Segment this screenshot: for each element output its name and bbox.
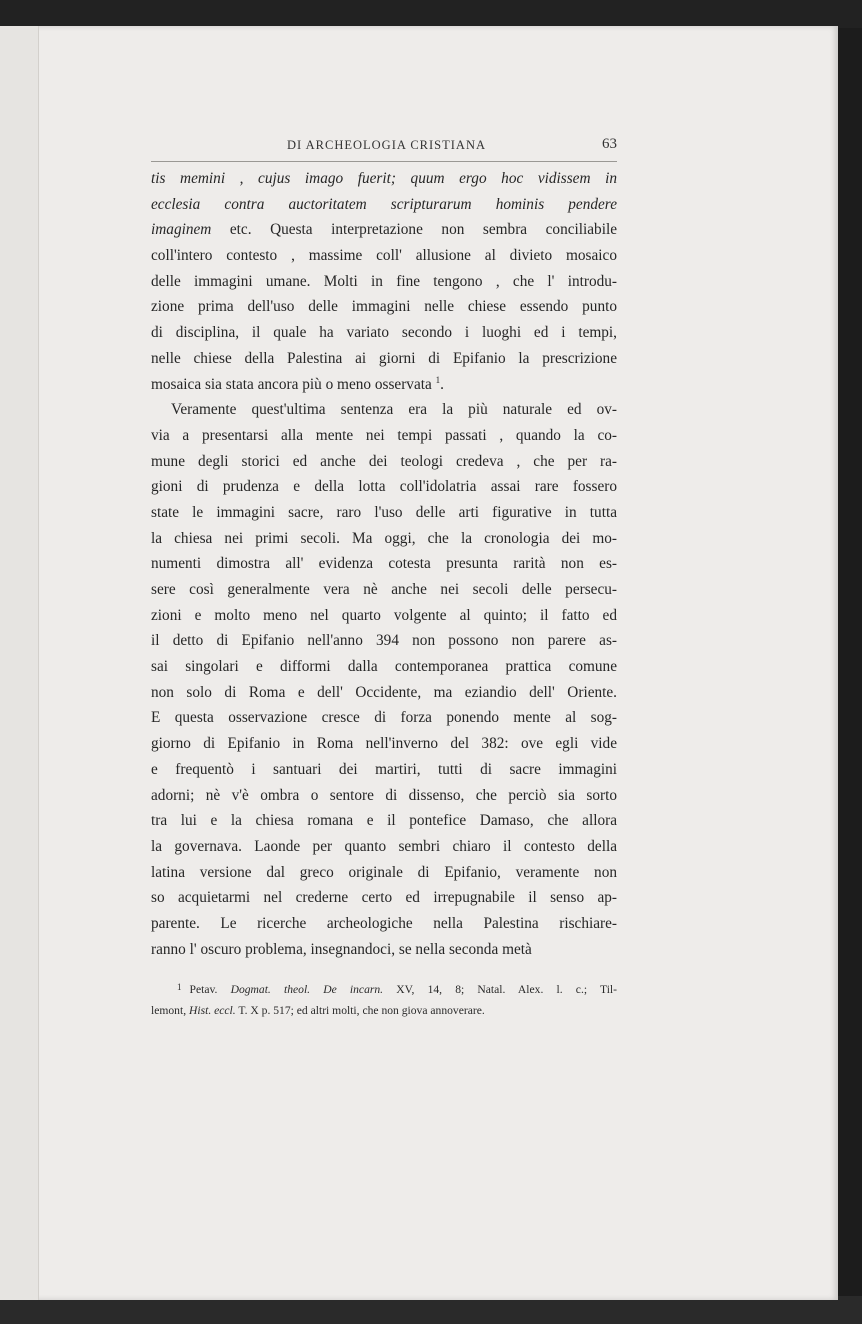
text-segment: zione prima dell'uso delle immagini nelle chiese essendo punto [151,298,617,316]
text-segment: delle immagini umane. Molti in fine tengono , che l' introdu- [151,272,617,290]
text-line [151,372,617,398]
text-segment: so acquietarmi nel crederne certo ed irrepugnabile il senso ap- [151,889,617,907]
text-line [151,731,617,757]
footnote-segment: Dogmat. theol. De incarn. [230,983,384,996]
text-segment: Veramente quest'ultima sentenza era la più naturale ed ov- [171,401,617,419]
body-text [151,166,617,962]
footnote-segment: XV, 14, 8; Natal. Alex. l. c.; Til- [383,983,617,996]
text-line [151,705,617,731]
footnote-marker: 1 [177,982,182,992]
text-segment: numenti dimostra all' evidenza cotesta presunta rarità non es- [151,555,617,573]
text-line [151,526,617,552]
text-segment: non solo di Roma e dell' Occidente, ma eziandio dell' Oriente. [151,683,617,701]
text-line [151,217,617,243]
text-segment: mosaica sia stata ancora più o meno osservata [151,375,436,393]
running-head: DI ARCHEOLOGIA CRISTIANA [287,138,486,152]
text-line [151,860,617,886]
text-line [151,680,617,706]
text-segment: latina versione dal greco originale di Epifanio, veramente non [151,863,617,881]
text-line [151,783,617,809]
text-line [151,808,617,834]
text-segment: la chiesa nei primi secoli. Ma oggi, che la cronologia dei mo- [151,529,617,547]
text-line [151,449,617,475]
text-line [151,551,617,577]
text-segment: mune degli storici ed anche dei teologi credeva , che per ra- [151,452,617,470]
text-line [151,603,617,629]
text-segment: il detto di Epifanio nell'anno 394 non possono non parere as- [151,632,617,650]
text-line [151,911,617,937]
text-line [151,397,617,423]
text-segment: adorni; nè v'è ombra o sentore di dissenso, che perciò sia sorto [151,786,617,804]
text-line [151,937,617,963]
footnote-line [151,977,617,1000]
text-line [151,577,617,603]
text-line [151,243,617,269]
text-segment: state le immagini sacre, raro l'uso delle arti figurative in tutta [151,503,617,521]
text-line [151,192,617,218]
text-line [151,166,617,192]
page-fold-line [38,26,39,1300]
text-segment: zioni e molto meno nel quarto volgente al quinto; il fatto ed [151,606,617,624]
text-segment: tra lui e la chiesa romana e il pontefice Damaso, che allora [151,812,617,830]
text-segment: etc. Questa interpretazione non sembra conciliabile [211,221,617,239]
footnote-segment: Hist. eccl. [189,1004,236,1017]
text-line [151,346,617,372]
text-segment: ecclesia contra auctoritatem scripturarum hominis pendere [151,195,617,213]
text-line [151,500,617,526]
page-number: 63 [602,136,617,152]
text-segment: la governava. Laonde per quanto sembri chiaro il contesto della [151,837,617,855]
text-segment: parente. Le ricerche archeologiche nella Palestina rischiare- [151,914,617,932]
text-line [151,628,617,654]
text-segment: sere così generalmente vera nè anche nei secoli delle persecu- [151,581,617,598]
text-segment: tis memini , cujus imago fuerit; quum ergo hoc vidissem in [151,170,617,187]
text-segment: coll'intero contesto , massime coll' allusione al divieto mosaico [151,247,617,265]
text-segment: nelle chiese della Palestina ai giorni di Epifanio la prescrizione [151,349,617,367]
text-segment: gioni di prudenza e della lotta coll'idolatria assai rare fossero [151,478,617,496]
text-line [151,294,617,320]
footnote-ref: 1 [435,374,441,385]
text-segment: e frequentò i santuari dei martiri, tutti di sacre immagini [151,760,617,778]
page-header [151,136,617,158]
text-segment: E questa osservazione cresce di forza ponendo mente al sog- [151,709,617,727]
text-line [151,320,617,346]
text-segment: sai singolari e difformi dalla contemporanea prattica comune [151,658,617,676]
header-rule [151,161,617,162]
text-line [151,654,617,680]
footnote-segment: T. X p. 517; ed altri molti, che non giova annoverare. [235,1004,485,1017]
text-segment: ranno l' oscuro problema, insegnandoci, se nella seconda metà [151,940,532,958]
footnote-segment: Petav. [189,983,231,996]
footnotes [151,977,617,1021]
text-line [151,269,617,295]
text-segment: di disciplina, il quale ha variato secondo i luoghi ed i tempi, [151,324,617,342]
binding-margin [0,26,38,1300]
text-line [151,885,617,911]
scan-border-bottom [0,1296,862,1324]
text-segment: giorno di Epifanio in Roma nell'inverno del 382: ove egli vide [151,735,617,753]
footnote-segment: lemont, [151,1004,189,1017]
text-line [151,757,617,783]
scan-border-top [0,0,862,28]
text-segment: imaginem [151,221,212,239]
text-segment: via a presentarsi alla mente nei tempi passati , quando la co- [151,426,617,444]
footnote-line [151,1000,617,1021]
text-line [151,834,617,860]
text-line [151,474,617,500]
text-line [151,423,617,449]
text-segment: . [440,375,444,393]
